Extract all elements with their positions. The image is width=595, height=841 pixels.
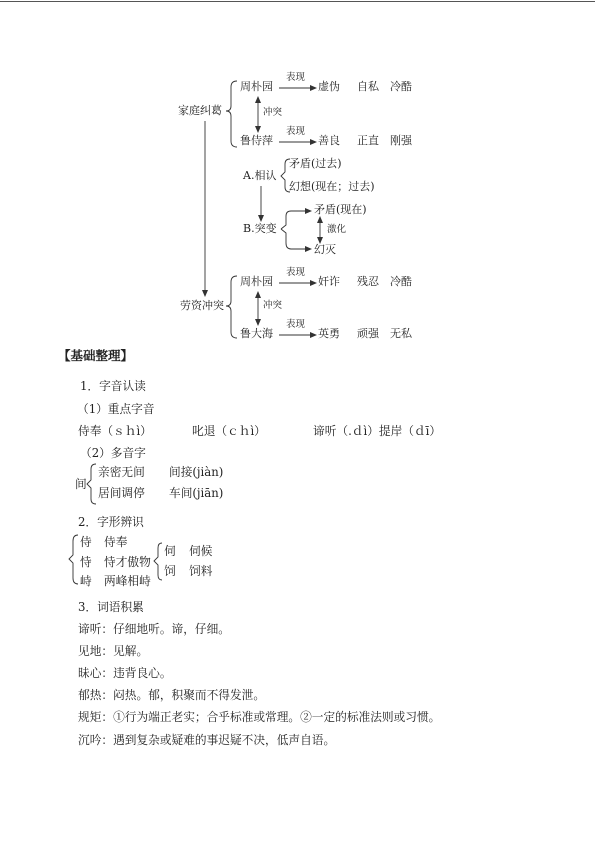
change-label: B.突变	[243, 222, 277, 235]
family-upper-trait: 虚伪	[318, 80, 340, 93]
polyphone-phrase: 居间调停	[98, 486, 145, 500]
labor-bracket	[226, 276, 237, 338]
glyph-word: 恃才傲物	[104, 555, 151, 569]
glyph-char: 恃	[80, 555, 92, 569]
glyph-word: 侍奉	[104, 535, 128, 549]
change-bracket-upper	[281, 211, 311, 229]
change-lower: 幻灭	[314, 243, 336, 256]
family-conflict-tag: 冲突	[263, 107, 283, 118]
polyphone-reading: 车间(jiān)	[169, 486, 224, 500]
change-upper: 矛盾(现在)	[314, 203, 367, 216]
labor-upper-relation: 表现	[286, 267, 306, 278]
labor-lower-relation: 表现	[286, 319, 306, 330]
vocabulary-entry: 郁热：闷热。郁，积聚而不得发泄。	[78, 688, 266, 702]
vocabulary-entry: 昧心：违背良心。	[78, 666, 172, 680]
family-conflict-label: 家庭纠葛	[178, 104, 222, 117]
recognition-label: A.相认	[243, 169, 277, 182]
glyph-bracket	[69, 535, 78, 584]
glyph-char: 峙	[80, 574, 92, 588]
labor-upper-name: 周朴园	[240, 275, 273, 288]
recognition-item: 幻想(现在；过去)	[289, 180, 375, 193]
family-lower-trait: 善良	[318, 134, 340, 147]
change-bracket-lower	[281, 229, 311, 249]
top-rule	[0, 1, 595, 2]
family-lower-trait: 刚强	[390, 134, 412, 147]
labor-upper-trait: 奸诈	[318, 275, 340, 288]
glyph-sub-word: 饲料	[189, 564, 213, 578]
polyphone-bracket	[87, 464, 96, 504]
glyph-sub-char: 饲	[164, 564, 176, 578]
family-lower-name: 鲁侍萍	[240, 134, 273, 147]
glyph-heading: 2．字形辨识	[78, 515, 144, 529]
labor-upper-trait: 冷酷	[390, 275, 412, 288]
glyph-char: 侍	[80, 535, 92, 549]
family-upper-trait: 自私	[357, 80, 379, 93]
glyph-sub-char: 伺	[164, 544, 176, 558]
family-lower-trait: 正直	[357, 134, 379, 147]
family-bracket	[226, 81, 237, 147]
vocabulary-entry: 规矩：①行为端正老实；合乎标准或常理。②一定的标准法则或习惯。	[78, 710, 441, 724]
family-upper-relation: 表现	[286, 72, 306, 83]
pronunciation-heading: 1．字音认读	[80, 379, 146, 393]
vocabulary-entry: 见地：见解。	[78, 644, 149, 658]
glyph-sub-word: 伺候	[189, 544, 213, 558]
polyphone-phrase: 亲密无间	[98, 465, 145, 479]
vocabulary-entry: 谛听：仔细地听。谛，仔细。	[78, 622, 230, 636]
change-middle: 激化	[327, 224, 347, 235]
polyphone-reading: 间接(jiàn)	[169, 465, 224, 479]
vocabulary-heading: 3．词语积累	[78, 600, 144, 614]
section-title: 【基础整理】	[58, 348, 134, 363]
vocabulary-entry: 沉吟：遇到复杂或疑难的事迟疑不决，低声自语。	[78, 733, 336, 747]
labor-lower-trait: 无私	[390, 327, 412, 340]
polyphone-heading: （2）多音字	[80, 446, 146, 460]
family-upper-name: 周朴园	[240, 80, 273, 93]
labor-conflict-label: 劳资冲突	[180, 299, 224, 312]
glyph-sub-bracket	[154, 543, 162, 580]
labor-upper-trait: 残忍	[357, 275, 379, 288]
key-sound-item: 谛听（.ｄì）提岸（ｄī）	[313, 424, 442, 438]
polyphone-char: 间	[75, 477, 87, 491]
labor-lower-name: 鲁大海	[240, 327, 273, 340]
key-sound-item: 侍奉（ｓｈì）	[78, 424, 152, 438]
family-upper-trait: 冷酷	[390, 80, 412, 93]
labor-lower-trait: 英勇	[318, 327, 340, 340]
family-lower-relation: 表现	[286, 126, 306, 137]
labor-lower-trait: 顽强	[357, 327, 379, 340]
key-sound-item: 叱退（ｃｈì）	[192, 424, 266, 438]
recognition-item: 矛盾(过去)	[289, 157, 342, 170]
key-sounds-heading: （1）重点字音	[77, 402, 155, 416]
labor-conflict-tag: 冲突	[263, 300, 283, 311]
glyph-word: 两峰相峙	[104, 574, 151, 588]
